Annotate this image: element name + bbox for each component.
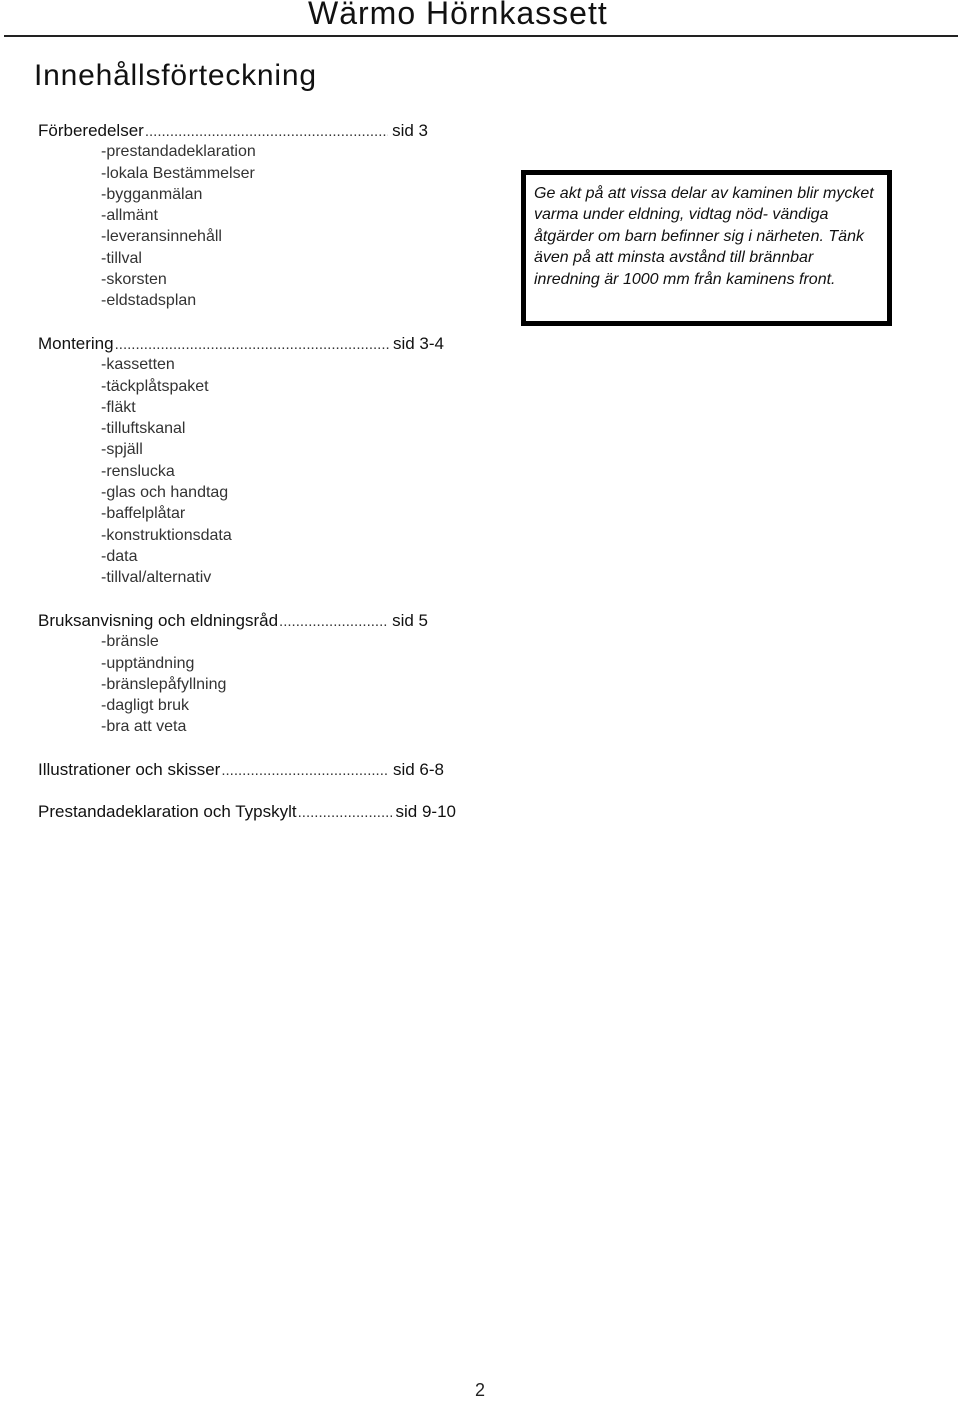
toc-subitem: -skorsten — [101, 271, 167, 289]
toc-section-prestandadeklaration — [38, 801, 456, 822]
toc-subitem: -allmänt — [101, 207, 158, 225]
toc-entry-label: Förberedelser — [38, 121, 144, 140]
toc-subitem: -bygganmälan — [101, 185, 203, 203]
toc-section-bruksanvisning — [38, 610, 428, 738]
safety-warning-box — [521, 170, 892, 326]
toc-subitem: -baffelplåtar — [101, 505, 186, 523]
toc-entry-label: Prestandadeklaration och Typskylt — [38, 802, 297, 821]
toc-entry-page: sid 3 — [392, 121, 428, 140]
toc-subitem: -upptändning — [101, 654, 195, 672]
toc-dot-leader — [298, 802, 392, 823]
toc-subitem: -tilluftskanal — [101, 420, 186, 438]
toc-subitem: -bränslepåfyllning — [101, 675, 227, 693]
toc-dot-leader — [221, 760, 389, 781]
toc-subitem: -tillval/alternativ — [101, 569, 212, 587]
toc-entry-label: Montering — [38, 334, 114, 353]
toc-entry-page: sid 5 — [392, 611, 428, 630]
toc-subitem: -eldstadsplan — [101, 292, 197, 310]
toc-subitem: -bra att veta — [101, 718, 187, 736]
toc-subitem-list — [38, 141, 428, 311]
toc-subitem-list — [38, 354, 444, 588]
toc-subitem: -data — [101, 547, 138, 565]
toc-dot-leader — [115, 334, 389, 355]
toc-subitem: -kassetten — [101, 356, 175, 374]
toc-section-forberedelser — [38, 120, 428, 312]
toc-subitem: -bränsle — [101, 633, 159, 651]
toc-entry — [38, 759, 444, 780]
toc-dot-leader — [279, 611, 388, 632]
toc-section-illustrationer — [38, 759, 444, 780]
toc-entry-page: sid 6-8 — [392, 760, 444, 779]
toc-subitem: -spjäll — [101, 441, 143, 459]
toc-subitem: -täckplåtspaket — [101, 377, 209, 395]
toc-subitem-list — [38, 631, 428, 737]
toc-subitem: -fläkt — [101, 398, 136, 416]
toc-subitem: -lokala Bestämmelser — [101, 164, 255, 182]
toc-subitem: -tillval — [101, 249, 142, 267]
document-title: Wärmo Hörnkassett — [308, 0, 608, 31]
toc-subitem: -konstruktionsdata — [101, 526, 232, 544]
toc-dot-leader — [145, 121, 388, 142]
toc-entry-page: sid 9-10 — [395, 802, 456, 821]
toc-heading: Innehållsförteckning — [34, 59, 317, 92]
toc-entry-label: Illustrationer och skisser — [38, 760, 221, 779]
toc-subitem: -leveransinnehåll — [101, 228, 222, 246]
toc-subitem: -prestandadeklaration — [101, 143, 256, 161]
toc-entry — [38, 801, 456, 822]
toc-subitem: -dagligt bruk — [101, 697, 190, 715]
toc-entry — [38, 610, 428, 631]
page-number: 2 — [474, 1380, 485, 1400]
toc-entry-label: Bruksanvisning och eldningsråd — [38, 611, 279, 630]
safety-warning-text: Ge akt på att vissa delar av kaminen blir mycket varma under eldning, vidtag nöd- vändiga åtgärder om barn befinner sig i närheten. Tänk även på att minsta avstånd till brännbar inredning är 1000 mm från kaminens front. — [534, 185, 874, 288]
toc-entry — [38, 333, 444, 354]
toc-subitem: -glas och handtag — [101, 484, 229, 502]
header-divider — [4, 35, 958, 37]
toc-entry — [38, 120, 428, 141]
toc-subitem: -renslucka — [101, 462, 175, 480]
toc-entry-page: sid 3-4 — [392, 334, 444, 353]
toc-section-montering — [38, 333, 444, 589]
